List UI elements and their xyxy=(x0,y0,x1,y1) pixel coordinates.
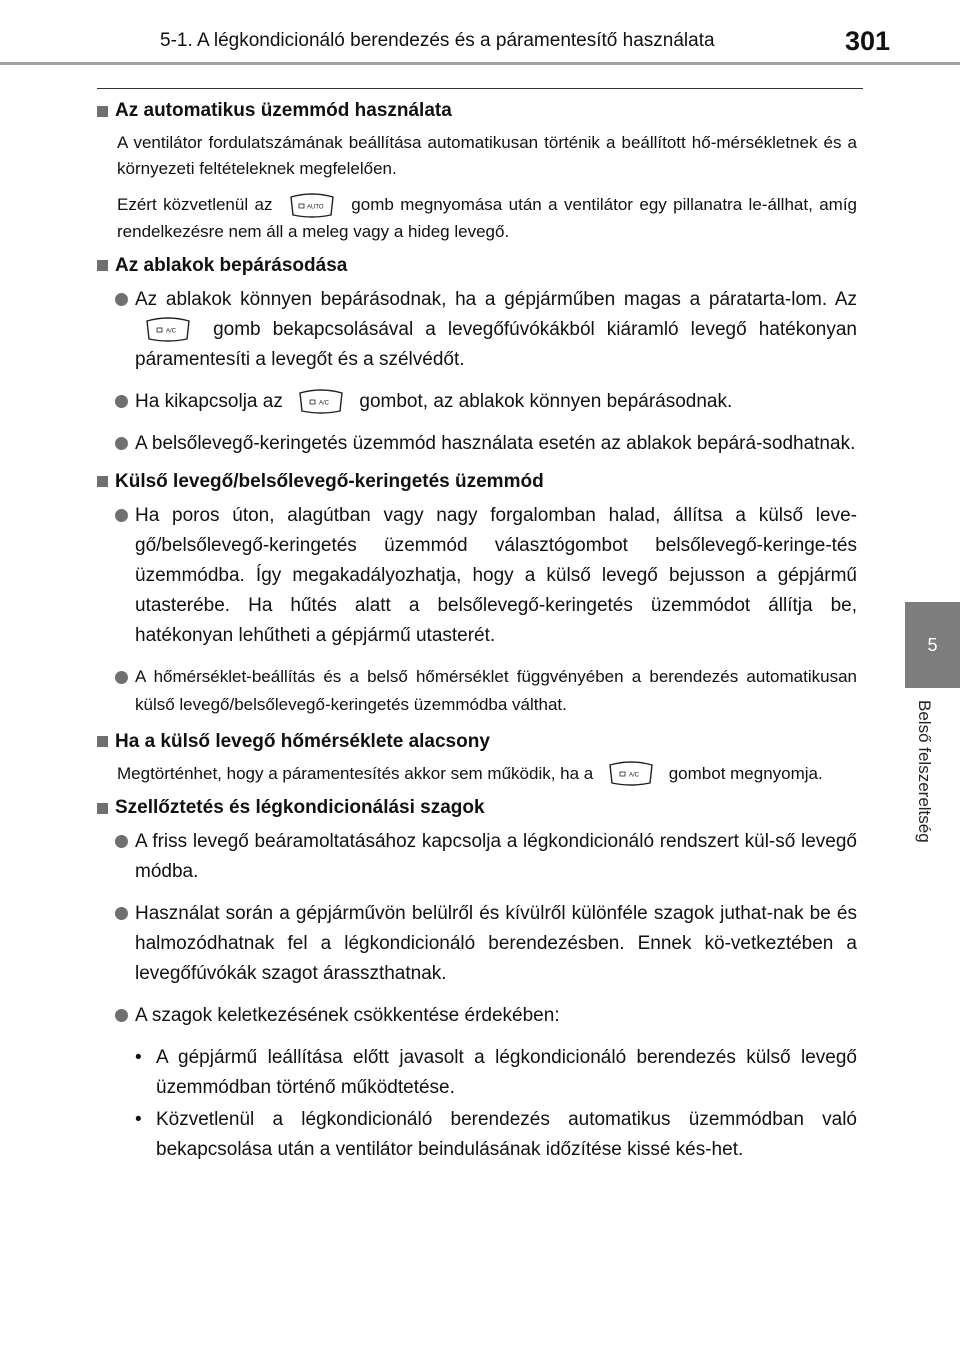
header-title: 5-1. A légkondicionáló berendezés és a páramentesítő használata xyxy=(160,30,715,51)
text-run: Ezért közvetlenül az xyxy=(117,195,273,214)
section-heading-text: Ha a külső levegő hőmérséklete alacsony xyxy=(115,730,490,752)
text-run: gombot, az ablakok könnyen bepárásodnak. xyxy=(359,390,733,412)
bullet-item xyxy=(97,501,857,651)
ac-button-icon xyxy=(143,317,193,343)
section-heading xyxy=(97,100,857,122)
section-heading xyxy=(97,471,857,493)
sub-bullet-dot-icon: • xyxy=(135,1109,142,1131)
ac-button-icon xyxy=(296,389,346,415)
text-run: A gépjármű leállítása előtt javasolt a légkondicionáló berendezés külső levegő üzemmódban történő működtetése. xyxy=(156,1047,857,1099)
text-run: Megtörténhet, hogy a páramentesítés akkor sem működik, ha a xyxy=(117,763,594,783)
svg-text:A/C: A/C xyxy=(319,400,330,406)
square-bullet-icon xyxy=(97,803,108,814)
text-run: A szagok keletkezésének csökkentése érdekében: xyxy=(135,1005,560,1027)
paragraph xyxy=(117,761,857,788)
header-divider xyxy=(0,62,960,65)
section-heading xyxy=(97,797,857,819)
chapter-number: 5 xyxy=(927,634,938,655)
bullet-dot-icon xyxy=(115,395,128,408)
svg-text:A/C: A/C xyxy=(628,772,639,779)
square-bullet-icon xyxy=(97,476,108,487)
section-heading-text: Külső levegő/belsőlevegő-keringetés üzemmód xyxy=(115,470,544,492)
bullet-dot-icon xyxy=(115,907,128,920)
text-run: A hőmérséklet-beállítás és a belső hőmérséklet függvényében a berendezés automatikusan külső levegő/belsőlevegő-keringetés üzemmódba válthat. xyxy=(135,666,857,714)
bullet-dot-icon xyxy=(115,671,128,684)
text-run: gomb bekapcsolásával a levegőfúvókákból kiáramló levegő hatékonyan páramentesíti a levegőt és a szélvédőt. xyxy=(135,318,858,370)
text-run: Közvetlenül a légkondicionáló berendezés automatikus üzemmódban való bekapcsolása után a ventilátor beindulásának időzítése kissé kés-het. xyxy=(156,1109,857,1161)
bullet-item xyxy=(97,1001,857,1031)
sub-bullet-dot-icon: • xyxy=(135,1047,142,1069)
text-run: A friss levegő beáramoltatásához kapcsolja a légkondicionáló rendszert kül-ső levegő módba. xyxy=(135,831,857,883)
chapter-label: Belső felszereltség xyxy=(915,700,934,843)
square-bullet-icon xyxy=(97,736,108,747)
page-number: 301 xyxy=(844,26,890,56)
bullet-item xyxy=(97,663,857,719)
text-run: Az ablakok könnyen bepárásodnak, ha a gépjárműben magas a páratarta-lom. Az xyxy=(135,288,857,310)
main-content xyxy=(97,100,857,1167)
paragraph xyxy=(117,192,857,245)
sub-bullet-item xyxy=(135,1105,857,1165)
text-run: Ha poros úton, alagútban vagy nagy forgalomban halad, állítsa a külső leve-gő/belsőlevegő-keringetés üzemmód választógombot belsőlevegő-keringe-tés üzemmódba. Így megakadályozhatja, hogy a külső levegő bejusson a gépjármű utasterébe. Ha hűtés alatt a belsőlevegő-keringetés üzemmódot állítja be, hatékonyan lehűtheti a gépjármű utasterét. xyxy=(135,504,857,646)
bullet-dot-icon xyxy=(115,835,128,848)
section-heading-text: Szellőztetés és légkondicionálási szagok xyxy=(115,797,485,819)
bullet-dot-icon xyxy=(115,1009,128,1022)
auto-button-icon xyxy=(287,193,337,219)
ac-button-icon xyxy=(606,761,656,787)
bullet-item xyxy=(97,387,857,417)
bullet-item xyxy=(97,827,857,887)
square-bullet-icon xyxy=(97,106,108,117)
svg-text:A/C: A/C xyxy=(166,328,177,334)
text-run: Ha kikapcsolja az xyxy=(135,390,283,412)
section-heading xyxy=(97,255,857,277)
text-run: Használat során a gépjárművön belülről és kívülről különféle szagok juthat-nak be és halmozódhatnak fel a légkondicionáló berendezésben. Ennek kö-vetkeztében a levegőfúvókák szagot árasszthatnak. xyxy=(135,903,857,985)
bullet-dot-icon xyxy=(115,437,128,450)
bullet-dot-icon xyxy=(115,293,128,306)
bullet-item xyxy=(97,429,857,459)
chapter-tab xyxy=(905,602,960,688)
text-run: A belsőlevegő-keringetés üzemmód használata esetén az ablakok bepárá-sodhatnak. xyxy=(135,432,856,454)
bullet-item xyxy=(97,285,857,375)
section-heading-text: Az automatikus üzemmód használata xyxy=(115,100,452,121)
text-run: gomb megnyomása után a ventilátor egy pillanatra le-állhat, amíg rendelkezésre nem áll a meleg vagy a hideg levegő. xyxy=(117,195,857,241)
section-heading xyxy=(97,731,857,753)
square-bullet-icon xyxy=(97,260,108,271)
paragraph: A ventilátor fordulatszámának beállítása automatikusan történik a beállított hő-mérsékletnek és a környezeti feltételeknek megfelelően. xyxy=(117,133,857,178)
content-divider xyxy=(97,88,863,89)
bullet-item xyxy=(97,899,857,989)
svg-text:AUTO: AUTO xyxy=(306,204,324,211)
bullet-dot-icon xyxy=(115,509,128,522)
text-run: gombot megnyomja. xyxy=(668,763,823,783)
section-heading-text: Az ablakok bepárásodása xyxy=(115,254,348,276)
sub-bullet-item xyxy=(135,1043,857,1103)
